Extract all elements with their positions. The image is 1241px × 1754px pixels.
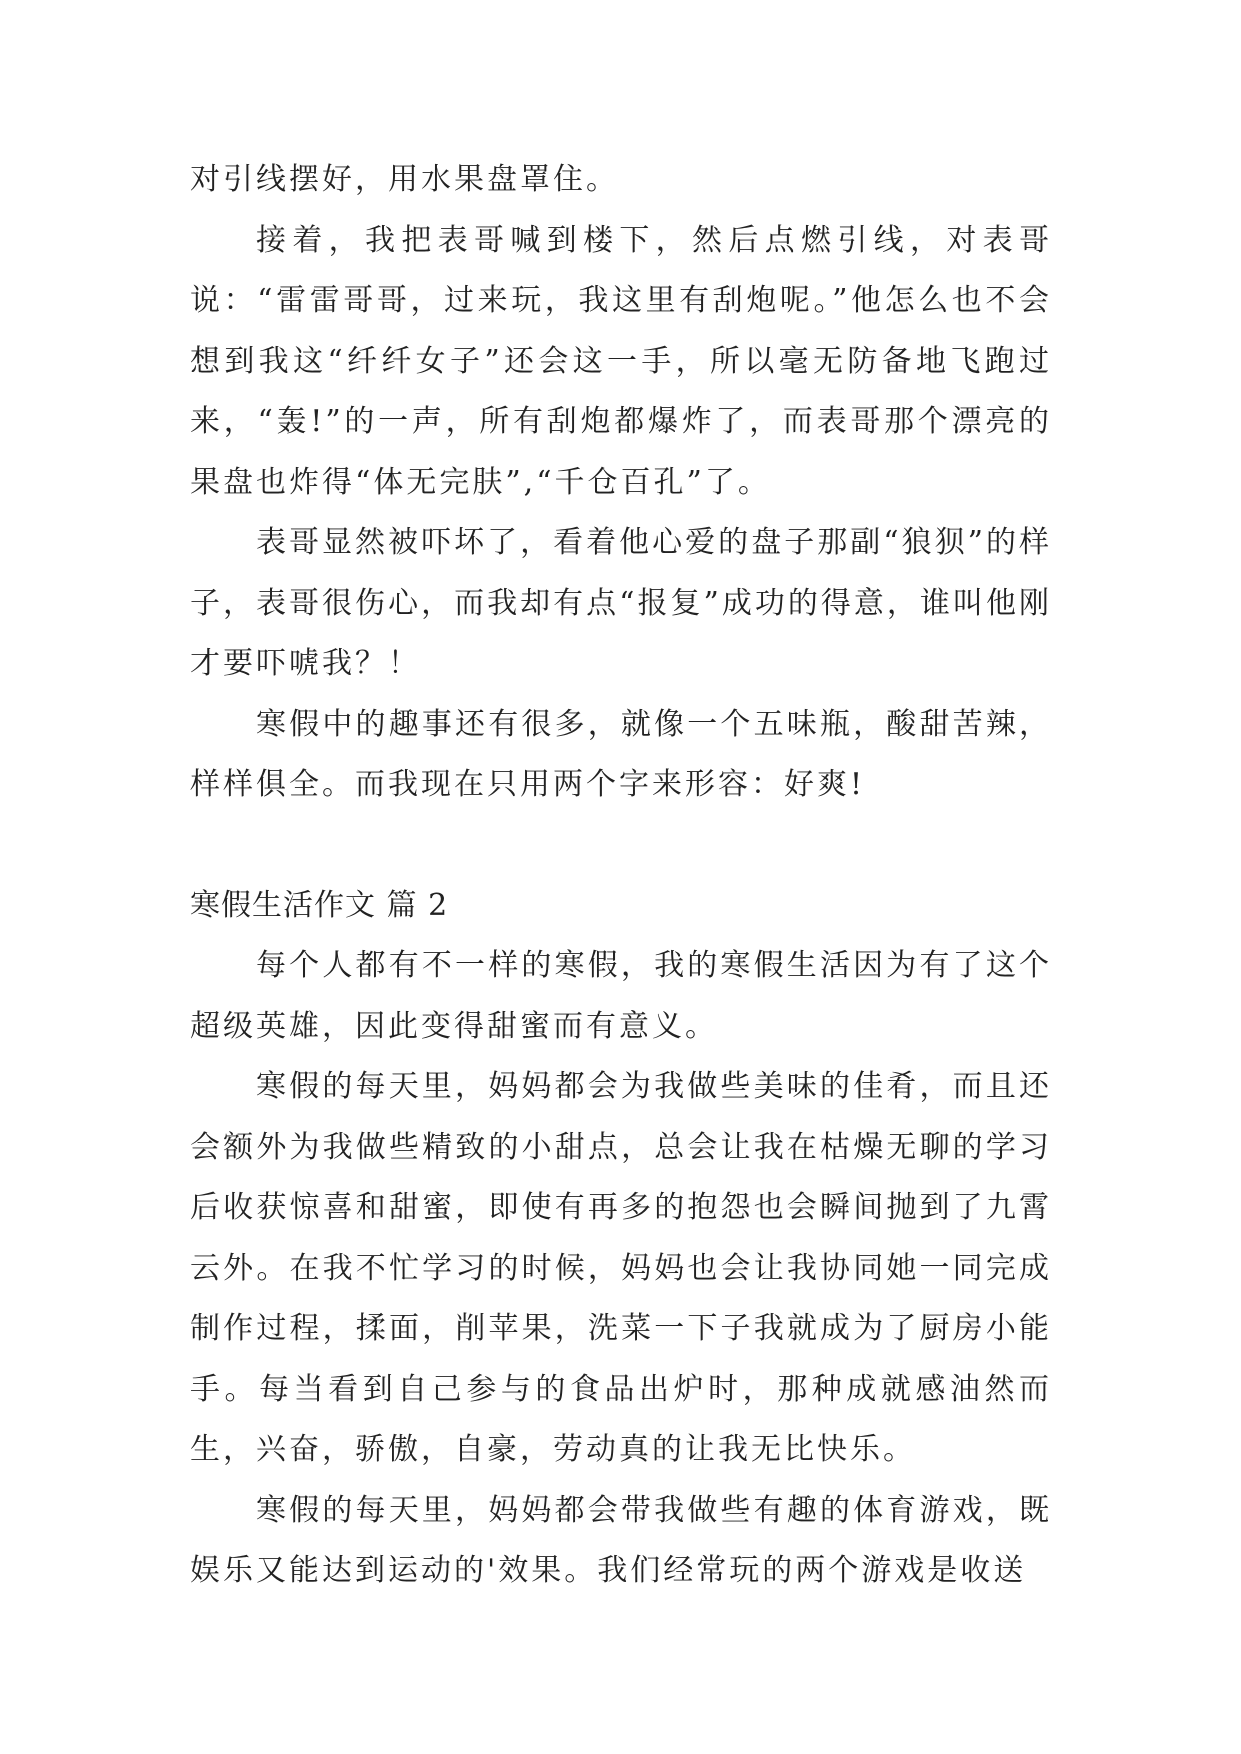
paragraph: 寒假的每天里，妈妈都会带我做些有趣的体育游戏，既娱乐又能达到运动的'效果。我们经常玩的两个游戏是收送: [190, 1492, 1052, 1588]
document-page: [190, 150, 1052, 1602]
paragraph: 寒假中的趣事还有很多，就像一个五味瓶，酸甜苦辣，样样俱全。而我现在只用两个字来形容：好爽!: [190, 706, 1052, 802]
section-heading: 寒假生活作文 篇 2: [190, 887, 449, 923]
paragraph: 每个人都有不一样的寒假，我的寒假生活因为有了这个超级英雄，因此变得甜蜜而有意义。: [190, 948, 1052, 1044]
paragraph: 接着，我把表哥喊到楼下，然后点燃引线，对表哥说：“雷雷哥哥，过来玩，我这里有刮炮呢。”他怎么也不会想到我这“纤纤女子”还会这一手，所以毫无防备地飞跑过来，“轰!”的一声，所有刮炮都爆炸了，而表哥那个漂亮的果盘也炸得“体无完肤”,“千仓百孔”了。: [190, 222, 1052, 500]
paragraph: 寒假的每天里，妈妈都会为我做些美味的佳肴，而且还会额外为我做些精致的小甜点，总会让我在枯燥无聊的学习后收获惊喜和甜蜜，即使有再多的抱怨也会瞬间抛到了九霄云外。在我不忙学习的时候，妈妈也会让我协同她一同完成制作过程，揉面，削苹果，洗菜一下子我就成为了厨房小能手。每当看到自己参与的食品出炉时，那种成就感油然而生，兴奋，骄傲，自豪，劳动真的让我无比快乐。: [190, 1069, 1052, 1467]
paragraph: 表哥显然被吓坏了，看着他心爱的盘子那副“狼狈”的样子，表哥很伤心，而我却有点“报复”成功的得意，谁叫他刚才要吓唬我？！: [190, 525, 1052, 681]
paragraph-continuation: 对引线摆好，用水果盘罩住。: [190, 162, 619, 197]
